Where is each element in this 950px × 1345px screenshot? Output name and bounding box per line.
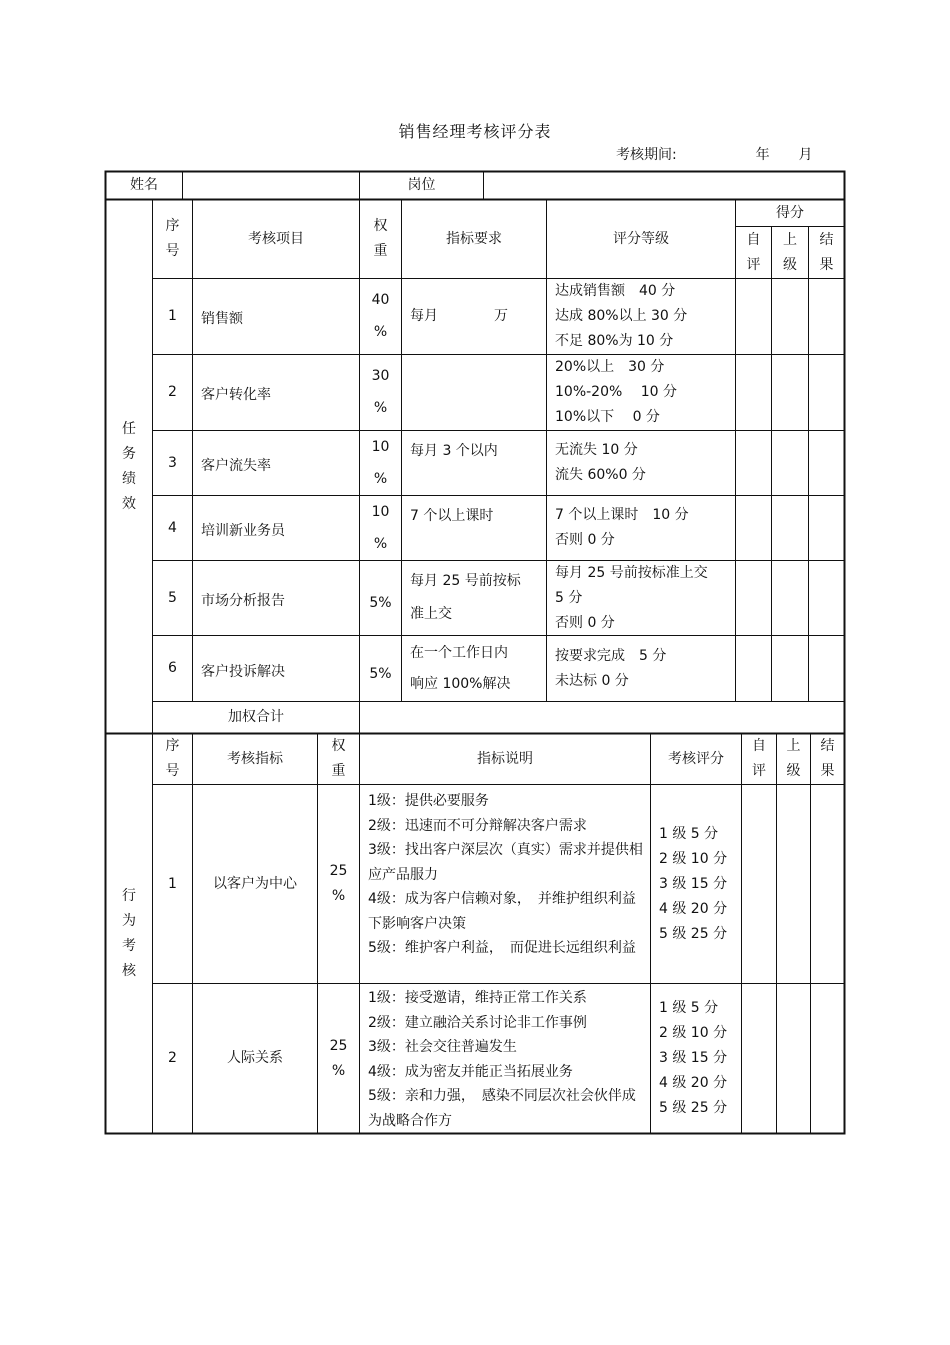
- task-row-requirement: 7 个以上课时: [410, 507, 494, 524]
- behavior-col-self: 自 评: [752, 738, 766, 779]
- period-year: 年: [755, 147, 770, 163]
- task-col-item: 考核项目: [248, 230, 304, 247]
- task-row-weight: 5%: [369, 666, 392, 682]
- behavior-col-result: 结 果: [820, 738, 835, 779]
- task-row-item: 客户流失率: [201, 457, 271, 474]
- task-row-grading: 达成销售额 40 分 达成 80%以上 30 分 不足 80%为 10 分: [555, 283, 688, 349]
- task-col-requirement: 指标要求: [446, 230, 502, 247]
- task-col-grading: 评分等级: [613, 230, 669, 247]
- task-row-seq: 1: [168, 308, 177, 324]
- period-month: 月: [798, 147, 813, 163]
- task-row-requirement: 每月 3 个以内: [410, 442, 498, 459]
- behavior-col-rating: 考核评分: [668, 750, 724, 767]
- behavior-row-indicator: 人际关系: [227, 1050, 283, 1066]
- behavior-row-description: 1级：提供必要服务 2级：迅速而不可分辩解决客户需求 3级：找出客户深层次（真实）需求并提供相应产品服力 4级：成为客户信赖对象， 并维护组织利益下影响客户决策 5级：维护客户利益， 而促进长远组织利益: [368, 793, 643, 956]
- task-row-requirement: 在一个工作日内 响应 100%解决: [410, 644, 511, 692]
- task-row-seq: 5: [168, 589, 177, 606]
- task-row-weight: 10 %: [371, 438, 390, 487]
- task-row-grading: 每月 25 号前按标准上交 5 分 否则 0 分: [555, 564, 708, 631]
- task-row-weight: 10 %: [371, 503, 390, 552]
- task-row-seq: 2: [168, 384, 177, 400]
- behavior-row-indicator: 以客户为中心: [213, 875, 297, 892]
- task-row-grading: 无流失 10 分 流失 60%0 分: [555, 442, 646, 483]
- task-row-seq: 3: [168, 454, 177, 471]
- task-col-score: 得分: [776, 204, 804, 221]
- behavior-col-superior: 上 级: [786, 738, 801, 779]
- task-row-requirement: 每月 25 号前按标 准上交: [410, 573, 521, 622]
- page-title: 销售经理考核评分表: [398, 122, 552, 141]
- assessment-period: [616, 144, 813, 164]
- behavior-col-description: 指标说明: [477, 750, 533, 767]
- task-section-label: 任 务 绩 效: [122, 420, 136, 512]
- task-row-weight: 30 %: [371, 368, 390, 416]
- post-field[interactable]: [484, 172, 844, 199]
- task-col-superior: 上 级: [783, 231, 797, 273]
- behavior-row-weight: 25 %: [329, 1037, 348, 1079]
- task-row-seq: 6: [168, 660, 177, 676]
- task-row-weight: 40 %: [371, 292, 390, 340]
- behavior-row-weight: 25 %: [329, 863, 348, 904]
- task-col-self: 自 评: [746, 231, 761, 273]
- task-row-item: 客户投诉解决: [201, 664, 285, 680]
- task-row-item: 市场分析报告: [201, 592, 285, 609]
- weighted-total-label: 加权合计: [228, 709, 284, 725]
- task-col-seq: 序 号: [165, 218, 180, 259]
- period-label: 考核期间:: [616, 147, 677, 163]
- task-col-weight: 权 重: [373, 218, 388, 259]
- name-label: 姓名: [130, 177, 158, 193]
- behavior-row-seq: 1: [168, 875, 177, 892]
- task-col-result: 结 果: [819, 231, 834, 273]
- behavior-col-seq: 序 号: [165, 738, 180, 779]
- task-row-seq: 4: [168, 519, 177, 536]
- behavior-section-label: 行 为 考 核: [122, 887, 136, 979]
- task-row-grading: 按要求完成 5 分 未达标 0 分: [555, 647, 667, 689]
- behavior-col-weight: 权 重: [331, 738, 346, 779]
- post-label: 岗位: [407, 177, 436, 193]
- behavior-row-rating: 1 级 5 分 2 级 10 分 3 级 15 分 4 级 20 分 5 级 25 分: [659, 825, 728, 942]
- behavior-row-rating: 1 级 5 分 2 级 10 分 3 级 15 分 4 级 20 分 5 级 25 分: [659, 1000, 728, 1116]
- task-row-requirement: [402, 355, 546, 430]
- behavior-col-indicator: 考核指标: [227, 750, 283, 767]
- task-row-item: 销售额: [201, 311, 243, 327]
- task-row-item: 客户转化率: [201, 387, 271, 403]
- task-row-weight: 5%: [369, 594, 392, 611]
- behavior-row-description: 1级：接受邀请，维持正常工作关系 2级：建立融洽关系讨论非工作事例 3级：社会交往普遍发生 4级：成为密友并能正当拓展业务 5级：亲和力强， 感染不同层次社会伙伴成为战略合作方: [368, 990, 636, 1129]
- task-row-requirement: 每月 万: [410, 308, 508, 324]
- behavior-row-seq: 2: [168, 1050, 177, 1066]
- name-field[interactable]: [183, 172, 359, 199]
- task-row-grading: 7 个以上课时 10 分 否则 0 分: [555, 507, 689, 548]
- weighted-total-value[interactable]: [360, 702, 844, 733]
- task-row-item: 培训新业务员: [201, 522, 285, 539]
- task-row-grading: 20%以上 30 分 10%-20% 10 分 10%以下 0 分: [555, 359, 678, 425]
